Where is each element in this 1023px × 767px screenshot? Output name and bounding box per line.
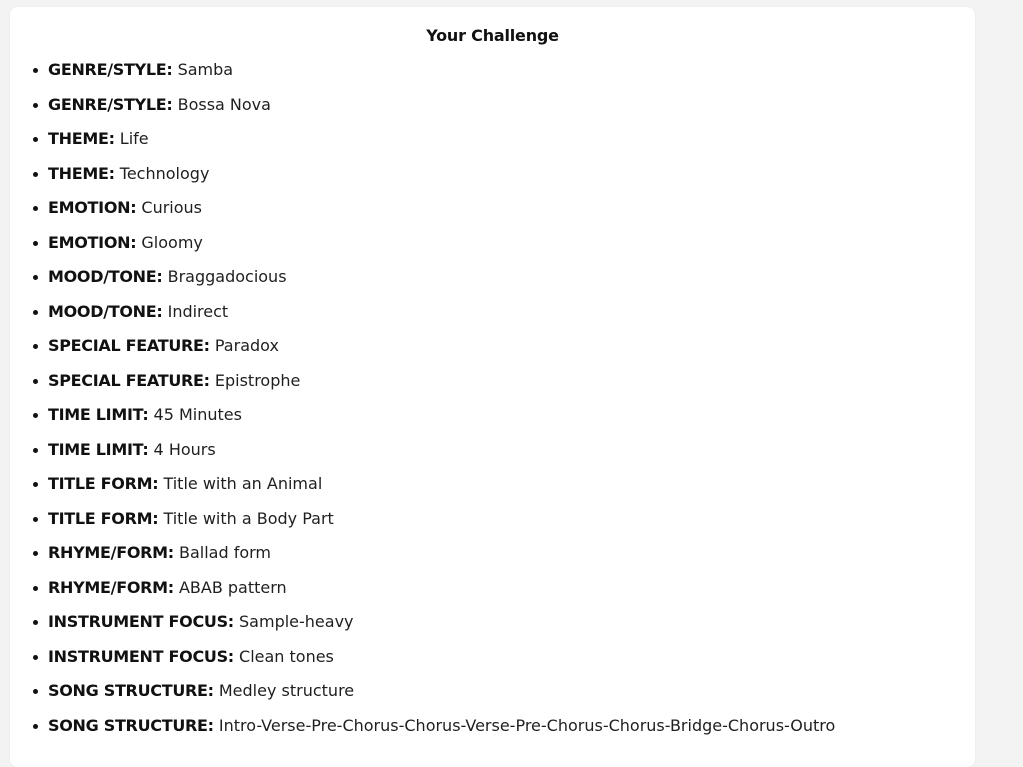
bullet-icon xyxy=(33,448,38,453)
bullet-icon xyxy=(33,620,38,625)
item-value: Gloomy xyxy=(141,232,203,252)
item-key: TIME LIMIT: xyxy=(48,405,149,424)
item-key: SPECIAL FEATURE: xyxy=(48,336,210,355)
list-item xyxy=(10,163,835,198)
list-item xyxy=(10,439,835,474)
item-key: RHYME/FORM: xyxy=(48,543,174,562)
item-key: EMOTION: xyxy=(48,198,137,217)
bullet-icon xyxy=(33,103,38,108)
list-item xyxy=(10,646,835,681)
item-key: SPECIAL FEATURE: xyxy=(48,370,210,390)
list-item xyxy=(10,715,835,750)
item-key: RHYME/FORM: xyxy=(48,577,174,597)
item-value: Ballad form xyxy=(178,543,271,562)
list-item xyxy=(10,680,835,715)
item-key: THEME: xyxy=(48,129,115,148)
item-value: Paradox xyxy=(214,336,279,355)
item-key: SONG STRUCTURE: xyxy=(48,681,214,700)
item-value: Title with a Body Part xyxy=(163,508,334,528)
item-key: INSTRUMENT FOCUS: xyxy=(48,612,234,631)
list-item xyxy=(10,508,835,543)
list-item xyxy=(10,335,835,370)
list-item xyxy=(10,197,835,232)
item-value: Epistrophe xyxy=(214,370,301,390)
bullet-icon xyxy=(33,655,38,660)
list-item xyxy=(10,370,835,405)
bullet-icon xyxy=(33,310,38,315)
bullet-icon xyxy=(33,137,38,142)
bullet-icon xyxy=(33,68,38,73)
bullet-icon xyxy=(33,172,38,177)
bullet-icon xyxy=(33,724,38,729)
item-key: TITLE FORM: xyxy=(48,508,159,528)
item-key: MOOD/TONE: xyxy=(48,301,163,321)
list-item xyxy=(10,266,835,301)
item-key: GENRE/STYLE: xyxy=(48,60,173,79)
item-key: SONG STRUCTURE: xyxy=(48,715,214,735)
item-value: Braggadocious xyxy=(167,267,287,286)
bullet-icon xyxy=(33,344,38,349)
item-value: 45 Minutes xyxy=(153,405,242,424)
item-value: Intro-Verse-Pre-Chorus-Chorus-Verse-Pre-Chorus-Chorus-Bridge-Chorus-Outro xyxy=(218,715,836,735)
item-key: TIME LIMIT: xyxy=(48,439,149,459)
list-item xyxy=(10,94,835,129)
item-value: Curious xyxy=(141,198,203,217)
item-key: MOOD/TONE: xyxy=(48,267,163,286)
challenge-card xyxy=(10,7,975,767)
item-value: Title with an Animal xyxy=(163,474,323,493)
bullet-icon xyxy=(33,689,38,694)
item-value: ABAB pattern xyxy=(178,577,287,597)
bullet-icon xyxy=(33,379,38,384)
item-value: Life xyxy=(119,129,149,148)
list-item xyxy=(10,301,835,336)
bullet-icon xyxy=(33,413,38,418)
bullet-icon xyxy=(33,551,38,556)
list-item xyxy=(10,542,835,577)
list-item xyxy=(10,59,835,94)
bullet-icon xyxy=(33,241,38,246)
bullet-icon xyxy=(33,482,38,487)
list-item xyxy=(10,404,835,439)
item-value: Samba xyxy=(177,60,234,79)
item-key: GENRE/STYLE: xyxy=(48,94,173,114)
list-item xyxy=(10,611,835,646)
item-value: Technology xyxy=(119,163,210,183)
bullet-icon xyxy=(33,586,38,591)
list-item xyxy=(10,232,835,267)
item-value: Sample-heavy xyxy=(239,612,354,631)
item-key: THEME: xyxy=(48,163,115,183)
list-item xyxy=(10,473,835,508)
bullet-icon xyxy=(33,206,38,211)
list-item xyxy=(10,577,835,612)
item-value: Medley structure xyxy=(218,681,355,700)
item-key: TITLE FORM: xyxy=(48,474,159,493)
item-value: Bossa Nova xyxy=(177,94,271,114)
challenge-title: Your Challenge xyxy=(426,26,559,45)
bullet-icon xyxy=(33,275,38,280)
bullet-icon xyxy=(33,517,38,522)
item-key: EMOTION: xyxy=(48,232,137,252)
item-key: INSTRUMENT FOCUS: xyxy=(48,646,234,666)
item-value: Clean tones xyxy=(239,646,334,666)
item-value: Indirect xyxy=(167,301,229,321)
list-item xyxy=(10,128,835,163)
challenge-list xyxy=(10,59,835,749)
item-value: 4 Hours xyxy=(153,439,216,459)
